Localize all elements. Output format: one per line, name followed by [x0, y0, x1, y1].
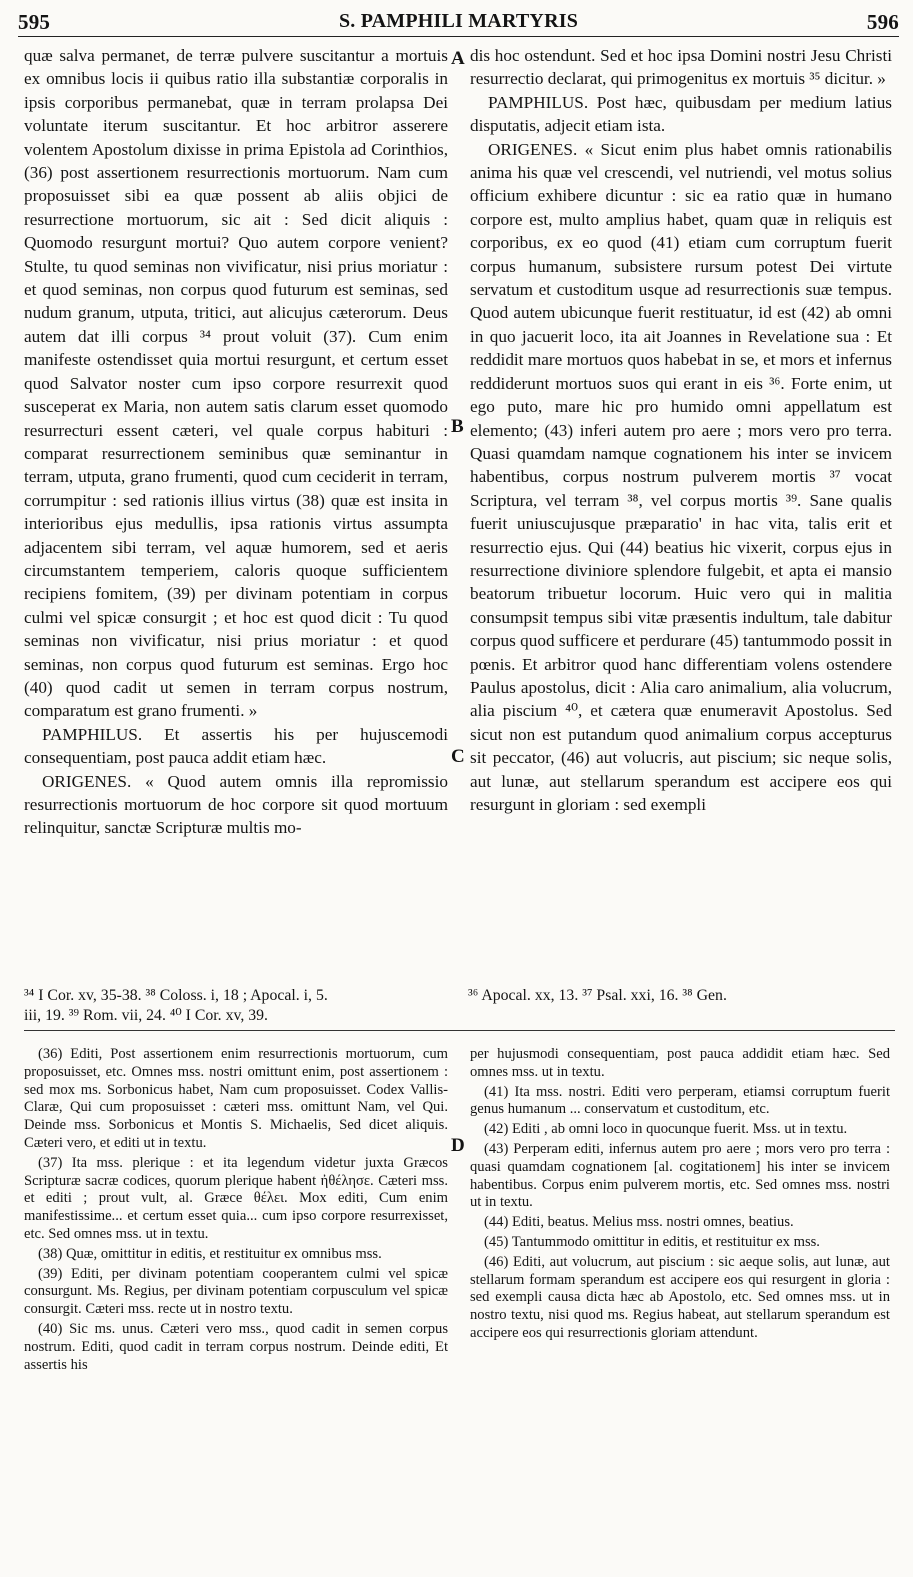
page-number-left: 595: [18, 10, 51, 34]
margin-letter-b: B: [451, 416, 464, 437]
notes-divider: [24, 1030, 895, 1031]
note-item: (36) Editi, Post assertionem enim resurrectionis mortuorum, cum proposuisset, etc. Omnes mss. nostri omittunt enim, post assertionem : sed mox ms. Sorbonicus habet, Nam cum proposuisset. Codex Vallis-Claræ, Qui cum proposuisset : cæteri mss. omittunt Nam, vel Qui. Deinde mss. Sorbonicus et Montis S. Michaelis, Sed dicet aliquis. Cæteri vero, et editi ut in textu.: [24, 1046, 448, 1151]
footnote-line-1: ³⁴ I Cor. xv, 35-38. ³⁸ Coloss. i, 18 ; Apocal. i, 5.: [24, 987, 328, 1004]
right-paragraph: dis hoc ostendunt. Sed et hoc ipsa Domini nostri Jesu Christi resurrectio declarat, qui primogenitus ex mortuis ³⁵ dicitur. »: [470, 46, 892, 89]
notes-right-column: [470, 1046, 890, 1501]
notes-left-column: [24, 1046, 448, 1501]
right-paragraph: ORIGENES. « Sicut enim plus habet omnis rationabilis anima his quæ vel crescendi, vel nutriendi, vel motus solius officium exhibere dicuntur : sic ea ratio quæ in humano corpore est, multo amplius habet, quam quæ in reliquis est corporibus, ex eo quod (41) etiam cum corruptum fuerit corpus humanum, subsistere rursum potest Dei virtute servatum et custoditum usque ad resurrectionis suæ tempus. Quod autem ubicunque fuerit restituatur, id est (42) ab omni in quo jacuerit loco, ita ait Joannes in Revelatione sua : Et reddidit mare mortuos quos habebat in se, et mors et infernus reddiderunt mortuos suos qui erant in eis ³⁶. Forte enim, ut ego puto, mare hic pro humido omni appellatum est elemento; (43) inferi autem pro aere ; mors vero pro terra. Quasi quamdam namque cognationem his inter se invicem habentibus, corpus nostrum pulverem mortis ³⁷ vocat Scriptura, vel terram ³⁸, vel corpus mortis ³⁹. Sane qualis fuerit uniuscujusque præparatio' in hac vita, talis erit et resurrectio ejus. Qui (44) beatius hic vixerit, corpus ejus in resurrectione diviniore splendore fulgebit, et apta ei mansio beatorum tribuetur locorum. Huic vero qui in malitia consumpsit tempus sibi vitæ præsentis indultum, tale dabitur corpus quod sufficere et perdurare (45) tantummodo possit in pœnis. Et arbitror quod hanc differentiam volens ostendere Paulus apostolus, dicit : Alia caro animalium, alia volucrum, alia piscium ⁴⁰, et cætera quæ enumeravit Apostolus. Sed sicut non est putandum quod animalium corpus accepturus sit peccator, (46) aut volucris, aut piscium; sic neque solis, aut lunæ, aut stellarum sperandum est accipere eos qui resurgunt in gloriam : sed exempli: [470, 139, 892, 814]
scripture-footnotes: [24, 986, 899, 1030]
margin-letter-c: C: [451, 746, 465, 767]
note-item: per hujusmodi consequentiam, post pauca addidit etiam hæc. Sed omnes mss. ut in textu.: [470, 1046, 890, 1080]
right-paragraph: PAMPHILUS. Post hæc, quibusdam per medium latius disputatis, adjecit etiam ista.: [470, 92, 892, 136]
note-item: (37) Ita mss. plerique : et ita legendum videtur juxta Græcos Scripturæ sacræ codices, quorum plerique habent ἠθέλησε. Cæteri mss. et editi ; prout vult, al. Græce θέλει. Mox editi, Cum enim manifestissime... et certum esset quia... cum ipso corpore resurrexisset, etc. Sed omnes mss. ut in textu.: [24, 1154, 448, 1242]
note-item: (41) Ita mss. nostri. Editi vero perperam, etiamsi corruptum fuerit genus humanum ... conservatum et custoditum, etc.: [470, 1083, 890, 1118]
note-item: (44) Editi, beatus. Melius mss. nostri omnes, beatius.: [484, 1214, 794, 1231]
page-number-right: 596: [866, 10, 899, 34]
left-column: [24, 44, 448, 982]
note-item: (40) Sic ms. unus. Cæteri vero mss., quod cadit in semen corpus nostrum. Editi, quod cadit in terram corpus nostrum. Deinde editi, Et assertis his: [24, 1320, 448, 1373]
left-paragraph: ORIGENES. « Quod autem omnis illa repromissio resurrectionis mortuorum de hoc corpore sit quod mortuum relinquitur, sanctæ Scripturæ multis mo-: [24, 771, 448, 838]
note-item: (43) Perperam editi, infernus autem pro aere ; mors vero pro terra : quasi quamdam cognationem [al. cogitationem] his inter se invicem habentibus. Corpus enim pulverem mortis, etc. Sed omnes mss. nostri ut in textu.: [470, 1140, 890, 1211]
note-item: (42) Editi , ab omni loco in quocunque fuerit. Mss. ut in textu.: [484, 1121, 848, 1138]
footnote-line-right: ³⁶ Apocal. xx, 13. ³⁷ Psal. xxi, 16. ³⁸ Gen.: [468, 987, 727, 1004]
page-header: [18, 4, 899, 37]
note-item: (38) Quæ, omittitur in editis, et restituitur ex omnibus mss.: [38, 1245, 382, 1262]
note-item: (46) Editi, aut volucrum, aut piscium : sic aeque solis, aut lunæ, aut stellarum formam sperandum est accipere eos qui resurgent in gloria : sed exempli causa dicta hæc ab Apostolo, etc. Sed omnes mss. ut in nostro textu, nisi quod ms. Regius habeat, aut stellarum sperandum est accipere eos qui resurrectionis gloriam attendunt.: [470, 1253, 890, 1341]
right-column: [470, 44, 892, 982]
footnote-line-left: [24, 986, 464, 1026]
note-item: (45) Tantummodo omittitur in editis, et restituitur ex mss.: [484, 1233, 820, 1250]
margin-letter-a: A: [451, 48, 465, 69]
running-title: S. PAMPHILI MARTYRIS: [338, 10, 579, 32]
left-paragraph: quæ salva permanet, de terræ pulvere suscitantur a mortuis ex omnibus locis ii quibus ratio illa substantiæ corporalis in ipsis corporibus permanebat, quæ in terram prolapsa Dei voluntate iterum suscitantur. Et hoc arbitror asserere volentem Apostolum dixisse in prima Epistola ad Corinthios, (36) post assertionem resurrectionis mortuorum. Nam cum proposuisset sibi ea quæ possent ab aliis objici de resurrectione mortuorum, sic ait : Sed dicit aliquis : Quomodo resurgunt mortui? Quo autem corpore venient? Stulte, tu quod seminas non vivificatur, nisi prius moriatur : et quod seminas, non corpus quod futurum est seminas, sed nudum granum, utputa, tritici, aut alicujus cæterorum. Deus autem dat illi corpus ³⁴ prout voluit (37). Cum enim manifeste ostendisset quia mortui resurgunt, et certum esset quod Salvator noster cum ipso corpore resurrexit quod susceperat ex Maria, non autem satis clarum esset quomodo resurrecturi essent cæteri, vel quale corpus habituri : comparat resurrectionem seminibus quæ seminantur in terram, utputa, grano frumenti, quod cum ceciderit in terram, corrumpitur : sed rationis illius virtus (38) quæ est insita in interioribus ejus medullis, ipsa rationis virtus assumpta adjacentem sibi terram, vel aquæ humorem, sed et aeris circumstantem temperiem, caloris quoque sufficientem recipiens fomitem, (39) per divinam potentiam in corpus culmi vel spicæ consurgit ; et hoc est quod dicit : Tu quod seminas non vivificatur, nisi prius moriatur : et quod seminas, non corpus quod futurum est seminas. Ergo hoc (40) quod cadit ut semen in terram corpus nostrum, comparatum est grano frumenti. »: [24, 46, 448, 721]
left-paragraph: PAMPHILUS. Et assertis his per hujuscemodi consequentiam, post pauca addit etiam hæc.: [24, 724, 448, 768]
footnote-line-2: iii, 19. ³⁹ Rom. vii, 24. ⁴⁰ I Cor. xv, 39.: [24, 1007, 268, 1024]
margin-letter-d: D: [451, 1135, 465, 1156]
note-item: (39) Editi, per divinam potentiam cooperantem culmi vel spicæ consurgunt. Ms. Regius, per divinam potentiam corpusculum vel spicæ consurgit. Cæteri mss. recte ut in nostro textu.: [24, 1265, 448, 1318]
